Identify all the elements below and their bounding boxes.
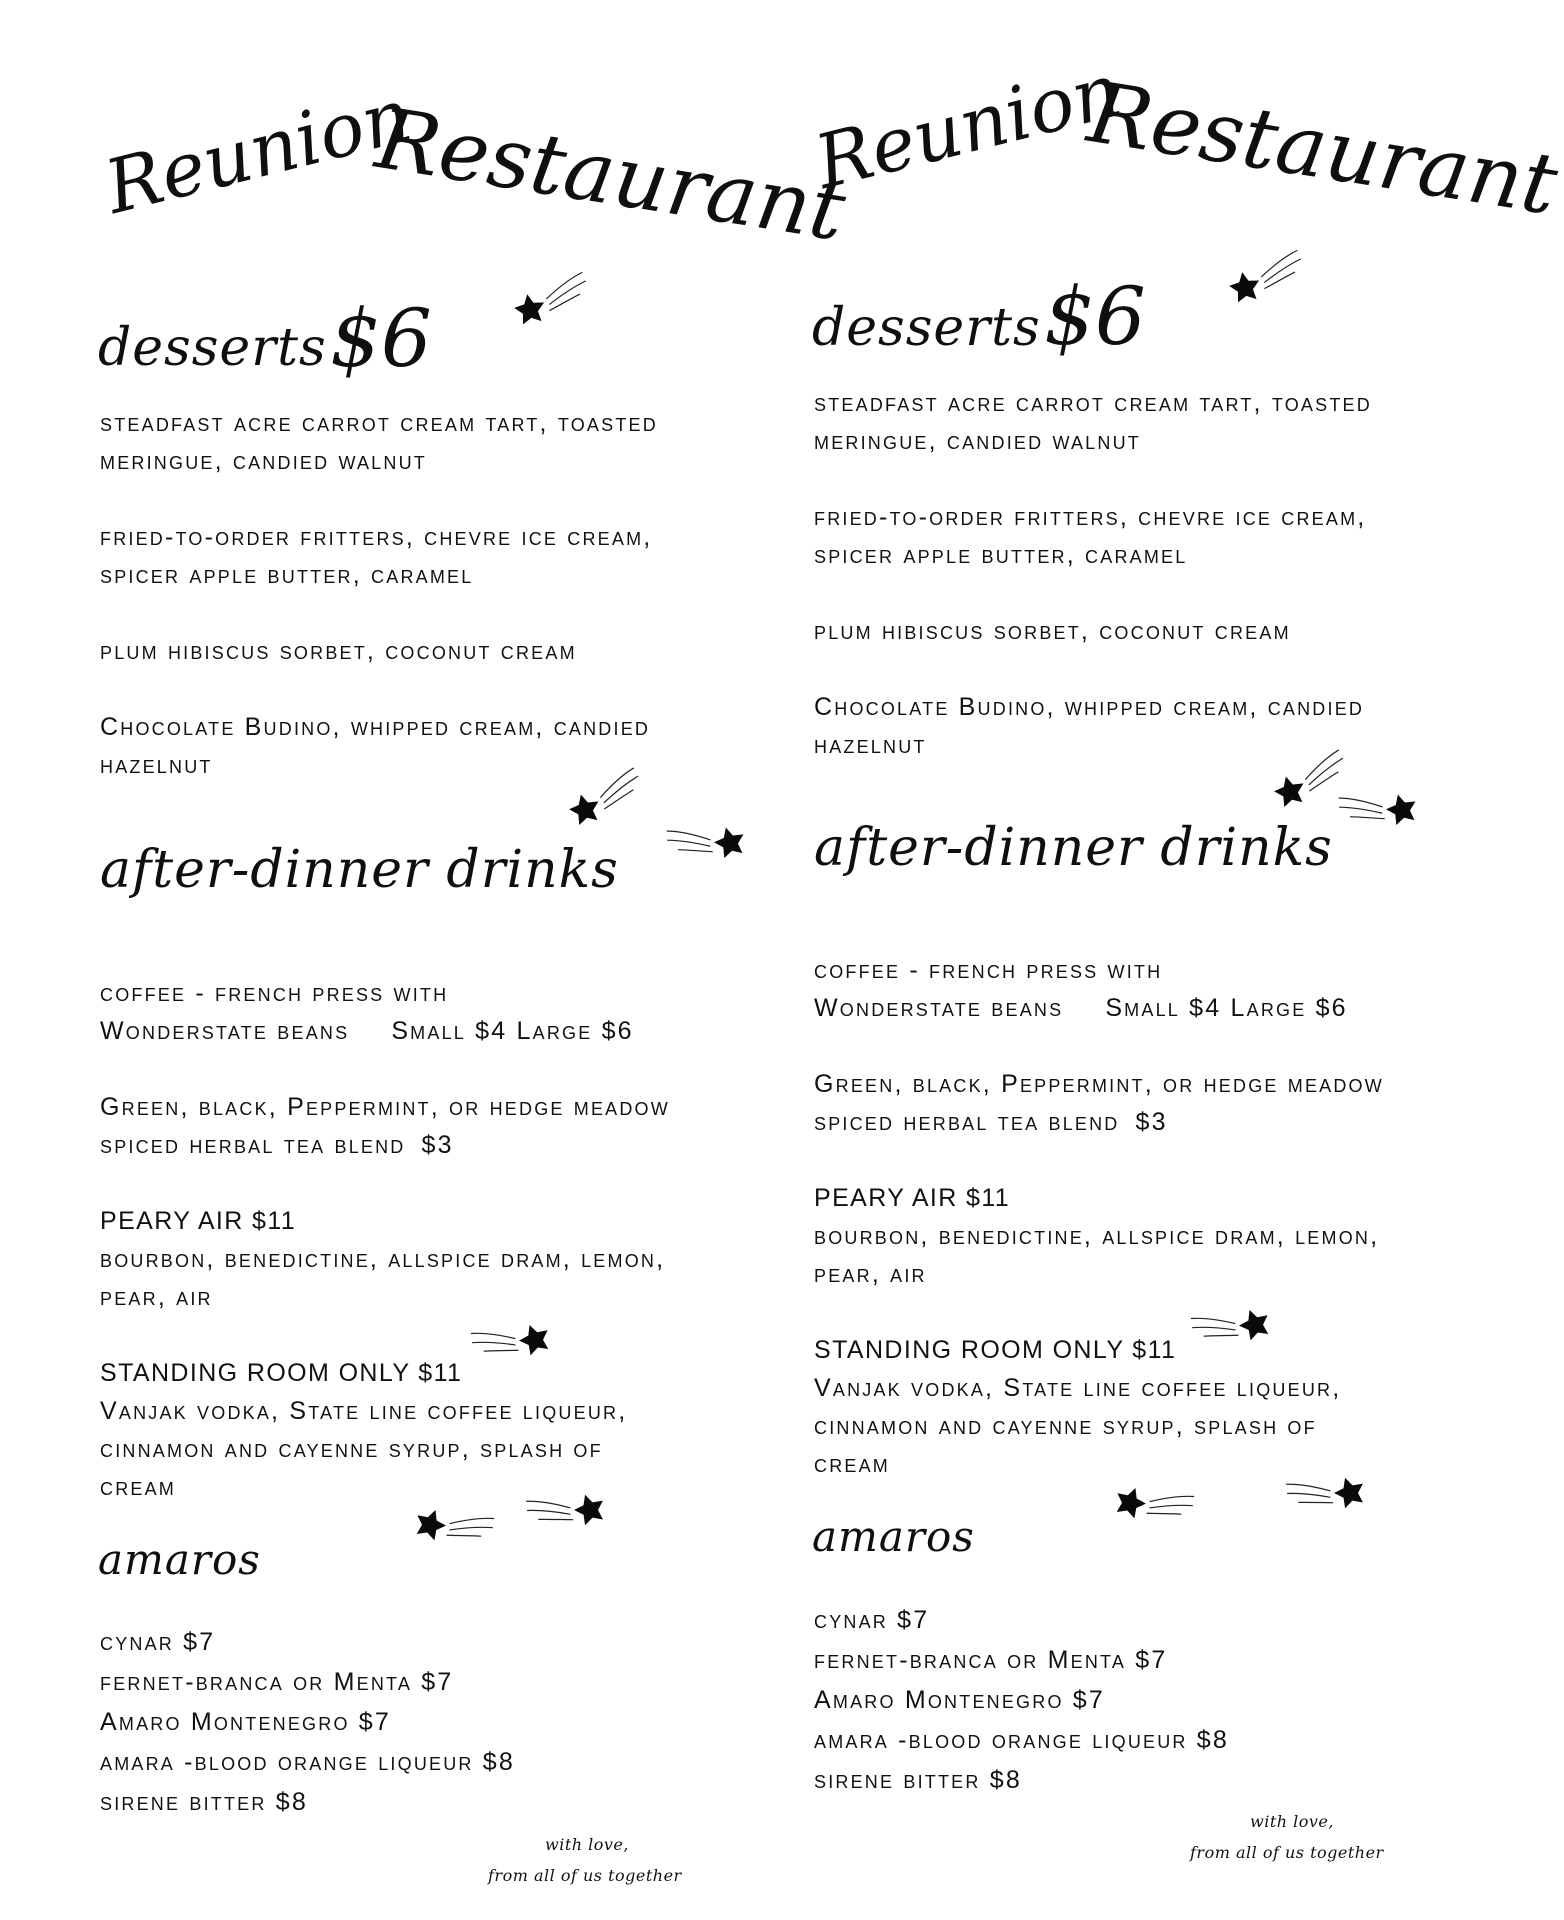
amaro-item-5: sirene bitter $8 — [100, 1788, 308, 1816]
dessert-item-2-line1: fried-to-order fritters, chevre ice cream, — [814, 503, 1367, 531]
after-dinner-drinks-heading: after-dinner drinks — [100, 840, 619, 900]
desserts-heading: desserts — [98, 318, 327, 378]
signature-line1: with love, — [1250, 1812, 1334, 1831]
shooting-star-icon — [1110, 1478, 1200, 1528]
shooting-star-icon — [510, 270, 610, 350]
dessert-item-4-line2: hazelnut — [100, 751, 213, 779]
cocktail-peary-air-desc-line1: bourbon, benedictine, allspice dram, lemon, — [814, 1222, 1380, 1250]
shooting-star-icon — [490, 1305, 560, 1375]
cocktail-standing-room-desc-line1: Vanjak vodka, State line coffee liqueur, — [814, 1374, 1342, 1402]
shooting-star-icon — [410, 1500, 500, 1550]
coffee-line1: coffee - french press with — [100, 979, 449, 1007]
restaurant-title-part2: Restaurant — [1082, 63, 1564, 234]
cocktail-standing-room-desc-line3: cream — [814, 1450, 891, 1478]
restaurant-title-part1: Reunion — [97, 72, 420, 232]
dessert-item-1-line2: meringue, candied walnut — [814, 427, 1141, 455]
amaro-item-4: amara -blood orange liqueur $8 — [100, 1748, 515, 1776]
restaurant-title-part1: Reunion — [807, 47, 1130, 206]
restaurant-title-part2: Restaurant — [370, 89, 852, 260]
dessert-item-3-line1: plum hibiscus sorbet, coconut cream — [100, 637, 577, 665]
dessert-item-4-line1: Chocolate Budino, whipped cream, candied — [100, 713, 651, 741]
shooting-star-icon — [1362, 775, 1422, 845]
cocktail-standing-room-name: STANDING ROOM ONLY $11 — [100, 1359, 463, 1387]
drinks-list — [814, 951, 1454, 1483]
coffee-prices: Small $4 Large $6 — [1105, 994, 1348, 1022]
signature-line2: from all of us together — [1190, 1843, 1384, 1862]
cocktail-standing-room-desc-line2: cinnamon and cayenne syrup, splash of — [814, 1412, 1317, 1440]
cocktail-standing-room-desc-line3: cream — [100, 1473, 177, 1501]
shooting-star-icon — [1225, 248, 1325, 328]
cocktail-standing-room-desc-line2: cinnamon and cayenne syrup, splash of — [100, 1435, 603, 1463]
amaro-item-3: Amaro Montenegro $7 — [814, 1686, 1106, 1714]
amaro-item-4: amara -blood orange liqueur $8 — [814, 1726, 1229, 1754]
dessert-item-4-line2: hazelnut — [814, 731, 927, 759]
tea-line2: spiced herbal tea blend — [100, 1131, 406, 1159]
tea-line1: Green, black, Peppermint, or hedge meadow — [814, 1070, 1384, 1098]
desserts-heading: desserts — [812, 298, 1041, 358]
dessert-item-1-line1: steadfast acre carrot cream tart, toasted — [814, 389, 1372, 417]
amaros-list — [100, 1622, 660, 1822]
dessert-item-1-line1: steadfast acre carrot cream tart, toasted — [100, 409, 658, 437]
desserts-price: $6 — [1044, 270, 1146, 363]
amaro-item-1: cynar $7 — [100, 1628, 216, 1656]
signature-line1: with love, — [545, 1835, 629, 1854]
tea-price: $3 — [1135, 1108, 1168, 1136]
coffee-line2: Wonderstate beans — [100, 1017, 350, 1045]
coffee-prices: Small $4 Large $6 — [391, 1017, 634, 1045]
dessert-item-2-line2: spicer apple butter, caramel — [814, 541, 1188, 569]
shooting-star-icon — [1210, 1290, 1280, 1360]
drinks-list — [100, 974, 740, 1506]
tea-line1: Green, black, Peppermint, or hedge meadow — [100, 1093, 670, 1121]
cocktail-peary-air-name: PEARY AIR $11 — [100, 1207, 297, 1235]
amaro-item-2: fernet-branca or Menta $7 — [814, 1646, 1168, 1674]
dessert-item-2-line1: fried-to-order fritters, chevre ice cream, — [100, 523, 653, 551]
desserts-list — [100, 404, 740, 784]
cocktail-standing-room-name: STANDING ROOM ONLY $11 — [814, 1336, 1177, 1364]
shooting-star-icon — [1305, 1458, 1375, 1528]
dessert-item-3-line1: plum hibiscus sorbet, coconut cream — [814, 617, 1291, 645]
shooting-star-icon — [545, 1475, 615, 1545]
amaros-heading: amaros — [98, 1535, 261, 1584]
coffee-line1: coffee - french press with — [814, 956, 1163, 984]
amaros-list — [814, 1600, 1354, 1800]
desserts-price: $6 — [330, 292, 432, 385]
after-dinner-drinks-heading: after-dinner drinks — [814, 818, 1333, 878]
cocktail-peary-air-name: PEARY AIR $11 — [814, 1184, 1011, 1212]
amaro-item-1: cynar $7 — [814, 1606, 930, 1634]
shooting-star-icon — [565, 770, 665, 850]
coffee-line2: Wonderstate beans — [814, 994, 1064, 1022]
cocktail-peary-air-desc-line2: pear, air — [814, 1260, 927, 1288]
dessert-item-1-line2: meringue, candied walnut — [100, 447, 427, 475]
menu-column-right — [710, 0, 1564, 1920]
cocktail-peary-air-desc-line2: pear, air — [100, 1283, 213, 1311]
tea-price: $3 — [421, 1131, 454, 1159]
amaro-item-2: fernet-branca or Menta $7 — [100, 1668, 454, 1696]
dessert-item-2-line2: spicer apple butter, caramel — [100, 561, 474, 589]
dessert-item-4-line1: Chocolate Budino, whipped cream, candied — [814, 693, 1365, 721]
tea-line2: spiced herbal tea blend — [814, 1108, 1120, 1136]
cocktail-standing-room-desc-line1: Vanjak vodka, State line coffee liqueur, — [100, 1397, 628, 1425]
cocktail-peary-air-desc-line1: bourbon, benedictine, allspice dram, lemon, — [100, 1245, 666, 1273]
amaro-item-3: Amaro Montenegro $7 — [100, 1708, 392, 1736]
desserts-list — [814, 384, 1454, 764]
amaros-heading: amaros — [812, 1512, 975, 1561]
amaro-item-5: sirene bitter $8 — [814, 1766, 1022, 1794]
signature-line2: from all of us together — [488, 1866, 682, 1885]
